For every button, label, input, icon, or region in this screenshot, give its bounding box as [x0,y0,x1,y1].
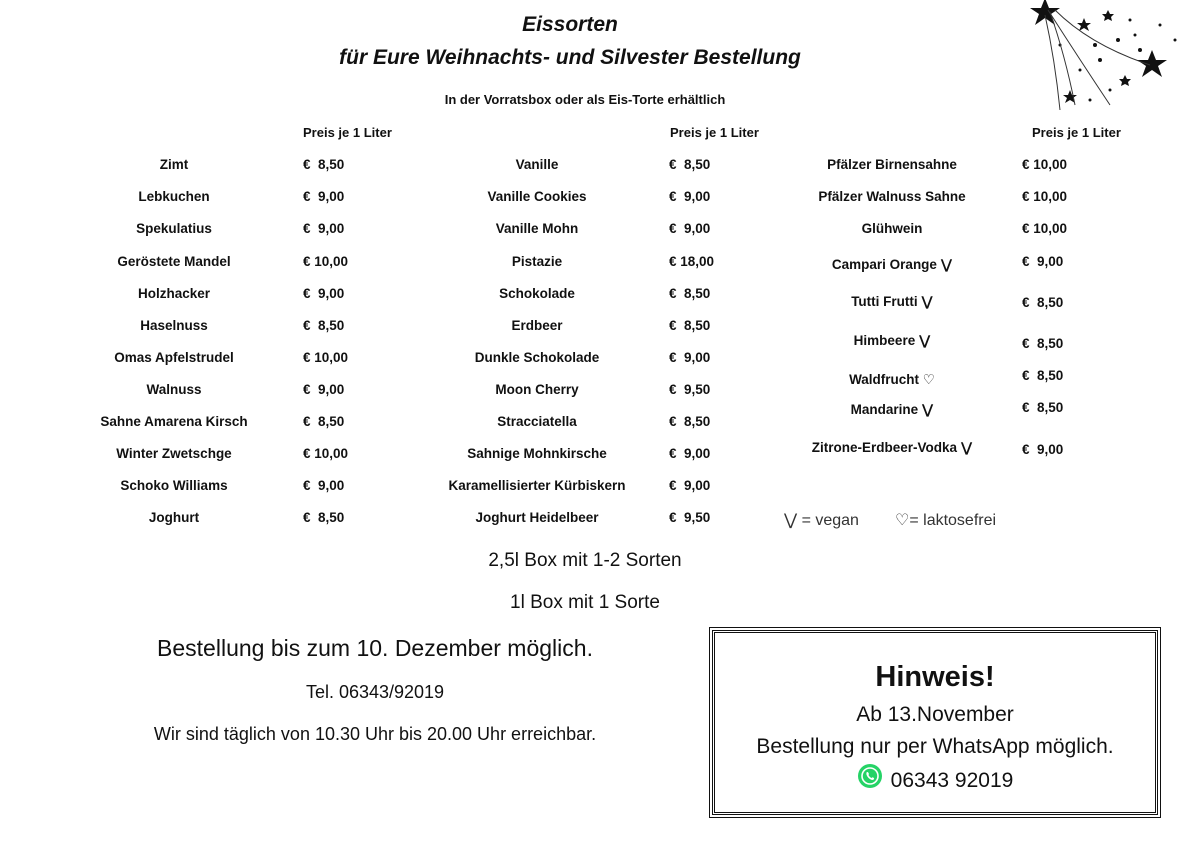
flavor-price: € 8,50 [669,286,711,301]
flavor-name: Glühwein [861,221,923,236]
flavor-price: € 9,00 [1022,254,1064,269]
flavor-price: € 10,00 [303,254,349,269]
flavor-name: Winter Zwetschge [116,446,232,461]
flavor-name: Mandarine ⋁ [850,402,934,417]
order-hours: Wir sind täglich von 10.30 Uhr bis 20.00 Uhr erreichbar. [153,724,597,744]
price-header-col3: Preis je 1 Liter [1032,125,1121,140]
flavor-name: Moon Cherry [495,382,579,397]
hint-date: Ab 13.November [856,703,1014,726]
flavor-name: Geröstete Mandel [117,254,231,269]
flavor-price: € 9,00 [303,189,345,204]
flavor-price: € 8,50 [669,157,711,172]
flavor-name: Campari Orange ⋁ [831,257,953,272]
flavor-name: Omas Apfelstrudel [114,350,234,365]
order-phone: Tel. 06343/92019 [305,682,445,702]
flavor-price: € 8,50 [669,318,711,333]
flavor-name: Pfälzer Birnensahne [827,157,957,172]
flavor-price: € 9,00 [669,478,711,493]
flavor-name: Zitrone-Erdbeer-Vodka ⋁ [811,440,973,455]
flavor-price: € 9,50 [669,382,711,397]
flavor-name: Sahnige Mohnkirsche [467,446,607,461]
flavor-price: € 8,50 [1022,400,1064,415]
title-line-2: für Eure Weihnachts- und Silvester Bestellung [339,46,801,69]
order-deadline: Bestellung bis zum 10. Dezember möglich. [157,635,593,661]
whatsapp-icon [857,763,883,789]
flavor-name: Himbeere ⋁ [853,333,931,348]
flavor-price: € 10,00 [1022,157,1068,172]
flavor-name: Holzhacker [137,286,211,301]
title-line-1: Eissorten [522,13,618,36]
flavor-price: € 10,00 [1022,189,1068,204]
hint-box [712,630,1158,815]
flavor-price: € 8,50 [303,157,345,172]
flavor-name: Lebkuchen [138,189,210,204]
price-header-col1: Preis je 1 Liter [303,125,392,140]
flavor-price: € 10,00 [303,446,349,461]
flavor-name: Erdbeer [511,318,563,333]
flavor-price: € 10,00 [303,350,349,365]
flavor-price: € 8,50 [303,510,345,525]
box-small-text: 1l Box mit 1 Sorte [510,592,660,613]
flavor-price: € 8,50 [1022,368,1064,383]
flavor-name: Waldfrucht ♡ [849,372,935,387]
flavor-price: € 10,00 [1022,221,1068,236]
flavor-price: € 9,00 [669,350,711,365]
flavor-name: Schoko Williams [120,478,228,493]
flavor-name: Vanille Cookies [487,189,587,204]
legend-lactose-free: ♡= laktosefrei [895,512,997,529]
hint-phone-row [715,763,1155,793]
flavor-price: € 8,50 [1022,336,1064,351]
box-large-text: 2,5l Box mit 1-2 Sorten [488,550,682,571]
flavor-price: € 9,00 [303,478,345,493]
flavor-name: Walnuss [146,382,202,397]
price-header-col2: Preis je 1 Liter [670,125,759,140]
hint-title: Hinweis! [875,661,995,693]
flavor-name: Stracciatella [497,414,577,429]
flavor-price: € 9,00 [303,382,345,397]
flavor-price: € 9,00 [303,286,345,301]
flavor-price: € 8,50 [1022,295,1064,310]
flavor-name: Vanille Mohn [495,221,579,236]
flavor-price: € 8,50 [303,414,345,429]
flavor-name: Dunkle Schokolade [474,350,600,365]
flavor-name: Joghurt Heidelbeer [475,510,599,525]
flavor-name: Pistazie [511,254,563,269]
flavor-name: Spekulatius [136,221,212,236]
flavor-name: Vanille [515,157,559,172]
flavor-price: € 8,50 [303,318,345,333]
flavor-name: Joghurt [148,510,200,525]
flavor-name: Sahne Amarena Kirsch [100,414,248,429]
flavor-name: Pfälzer Walnuss Sahne [818,189,966,204]
subtitle: In der Vorratsbox oder als Eis-Torte erhältlich [444,92,726,107]
flavor-price: € 9,00 [669,189,711,204]
legend-vegan: ⋁ = vegan [784,512,859,529]
flavor-price: € 9,00 [669,221,711,236]
flavor-price: € 9,50 [669,510,711,525]
flavor-name: Karamellisierter Kürbiskern [448,478,626,493]
hint-phone: 06343 92019 [890,769,1014,792]
flavor-price: € 9,00 [1022,442,1064,457]
flavor-name: Tutti Frutti ⋁ [851,294,933,309]
flavor-name: Schokolade [499,286,575,301]
flavor-price: € 9,00 [669,446,711,461]
hint-text: Bestellung nur per WhatsApp möglich. [756,735,1114,758]
flavor-price: € 9,00 [303,221,345,236]
flavor-price: € 18,00 [669,254,715,269]
flavor-name: Haselnuss [140,318,208,333]
flavor-price: € 8,50 [669,414,711,429]
flavor-name: Zimt [159,157,189,172]
